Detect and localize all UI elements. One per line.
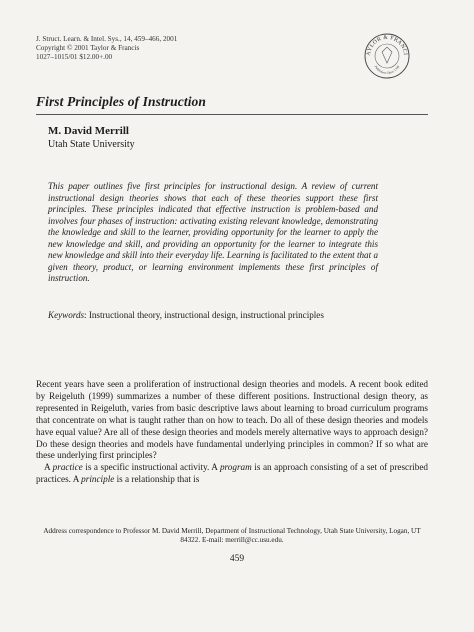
text-run: is an approach consisting of a set of prescribed practices. A <box>36 462 428 485</box>
body-paragraph-2 <box>36 462 428 486</box>
keywords-list: : Instructional theory, instructional design, instructional principles <box>84 310 324 320</box>
copyright-line: Copyright © 2001 Taylor & Francis <box>36 44 140 52</box>
keywords <box>48 310 378 322</box>
correspondence-footnote: Address correspondence to Professor M. David Merrill, Department of Instructional Technology, Utah State University, Logan, UT 84322. E-mail: merrill@cc.usu.edu. <box>43 527 421 545</box>
body-text <box>36 379 428 486</box>
seal-subtext: Publishers Since 1798 <box>373 64 401 76</box>
svg-text:Publishers Since 1798 <box>373 64 400 75</box>
seal-text: AYLOR & FRANCI <box>365 34 409 56</box>
body-paragraph-1: Recent years have seen a proliferation of instructional design theories and models. A recent book edited by Reigeluth (1999) summarizes a number of these different positions. Instructional design theory, as represented in Reigeluth, varies from basic descriptive laws about learning to broad curriculum programs that concentrate on what is taught rather than on how to teach. Do all of these design theories and models have equal value? Are all of these design theories and models merely alternative ways to approach design? Do these design theories and models have fundamental underlying principles in common? If so what are these underlying first principles? <box>36 379 428 461</box>
text-run: is a relationship that is <box>114 474 200 485</box>
issn-price-line: 1027–1015/01 $12.00+.00 <box>36 53 113 61</box>
page-number: 459 <box>229 554 245 564</box>
text-run: is a specific instructional activity. A <box>82 462 220 473</box>
author-name: M. David Merrill <box>48 125 129 137</box>
journal-citation <box>36 35 177 62</box>
abstract: This paper outlines five first principles for instructional design. A review of current instructional design theories shows that each of these theories support these first principles. These principles indicated that effective instruction is problem-based and involves four phases of instruction: activating existing relevant knowledge, demonstrating the knowledge and skill to the learner, providing opportunity for the learner to apply the new knowledge and skill, and providing an opportunity for the learner to integrate this new knowledge and skill into their everyday life. Learning is facilitated to the extent that a given theory, product, or learning environment implements these first principles of instruction. <box>48 181 378 283</box>
term-principle: principle <box>81 474 115 485</box>
article-title: First Principles of Instruction <box>36 94 207 109</box>
term-practice: practice <box>52 462 83 473</box>
journal-citation-line: J. Struct. Learn. & Intel. Sys., 14, 459–466, 2001 <box>36 35 178 43</box>
term-program: program <box>219 462 252 473</box>
publisher-seal-logo <box>362 30 412 82</box>
author-affiliation: Utah State University <box>48 139 135 150</box>
text-run: A <box>44 462 53 473</box>
title-divider <box>36 114 428 115</box>
keywords-label: Keywords <box>48 310 85 320</box>
